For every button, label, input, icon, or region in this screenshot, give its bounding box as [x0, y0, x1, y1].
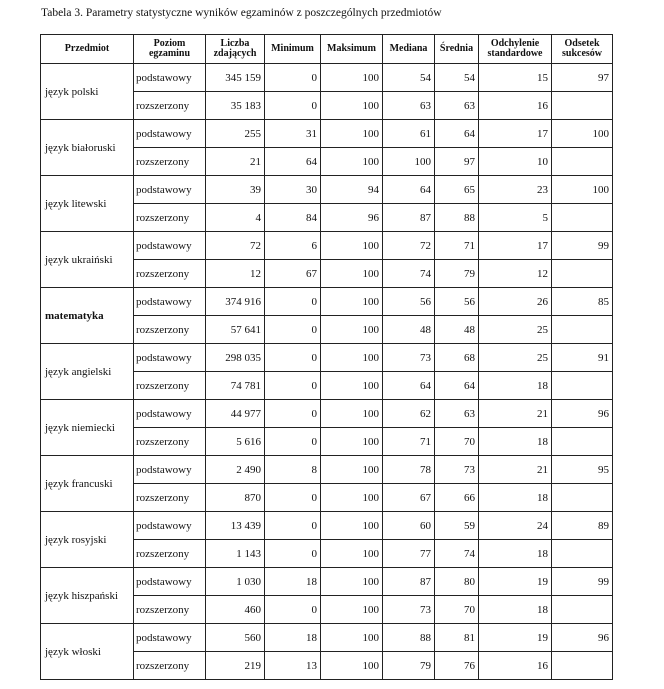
median-cell: 54: [383, 64, 435, 92]
subject-cell: język rosyjski: [41, 512, 134, 568]
table-row: [41, 512, 613, 540]
count-cell: 460: [206, 596, 265, 624]
level-cell: rozszerzony: [134, 428, 206, 456]
success-cell: 95: [552, 456, 613, 484]
min-cell: 84: [265, 204, 321, 232]
median-cell: 71: [383, 428, 435, 456]
min-cell: 0: [265, 400, 321, 428]
sd-cell: 19: [479, 624, 552, 652]
mean-cell: 70: [435, 428, 479, 456]
count-cell: 870: [206, 484, 265, 512]
statistics-table: [40, 34, 613, 680]
min-cell: 0: [265, 372, 321, 400]
subject-cell: język niemiecki: [41, 400, 134, 456]
mean-cell: 63: [435, 400, 479, 428]
level-cell: rozszerzony: [134, 92, 206, 120]
header-row: [41, 35, 613, 64]
subject-cell: język ukraiński: [41, 232, 134, 288]
header-success: Odsetek sukcesów: [552, 35, 613, 64]
success-cell: [552, 372, 613, 400]
max-cell: 100: [321, 652, 383, 680]
table-row: [41, 456, 613, 484]
subject-cell: język hiszpański: [41, 568, 134, 624]
count-cell: 72: [206, 232, 265, 260]
min-cell: 18: [265, 568, 321, 596]
median-cell: 64: [383, 372, 435, 400]
sd-cell: 17: [479, 120, 552, 148]
max-cell: 100: [321, 316, 383, 344]
mean-cell: 54: [435, 64, 479, 92]
table-row: [41, 288, 613, 316]
mean-cell: 64: [435, 120, 479, 148]
count-cell: 39: [206, 176, 265, 204]
level-cell: rozszerzony: [134, 148, 206, 176]
max-cell: 96: [321, 204, 383, 232]
success-cell: [552, 428, 613, 456]
level-cell: rozszerzony: [134, 372, 206, 400]
subject-cell: matematyka: [41, 288, 134, 344]
sd-cell: 19: [479, 568, 552, 596]
success-cell: 91: [552, 344, 613, 372]
median-cell: 72: [383, 232, 435, 260]
mean-cell: 48: [435, 316, 479, 344]
min-cell: 0: [265, 344, 321, 372]
count-cell: 5 616: [206, 428, 265, 456]
level-cell: podstawowy: [134, 176, 206, 204]
success-cell: [552, 596, 613, 624]
level-cell: podstawowy: [134, 456, 206, 484]
median-cell: 79: [383, 652, 435, 680]
subject-cell: język francuski: [41, 456, 134, 512]
max-cell: 100: [321, 344, 383, 372]
level-cell: podstawowy: [134, 232, 206, 260]
success-cell: [552, 204, 613, 232]
min-cell: 67: [265, 260, 321, 288]
level-cell: podstawowy: [134, 512, 206, 540]
level-cell: rozszerzony: [134, 484, 206, 512]
median-cell: 62: [383, 400, 435, 428]
max-cell: 100: [321, 512, 383, 540]
header-median: Mediana: [383, 35, 435, 64]
count-cell: 298 035: [206, 344, 265, 372]
success-cell: [552, 540, 613, 568]
median-cell: 73: [383, 596, 435, 624]
max-cell: 100: [321, 484, 383, 512]
mean-cell: 81: [435, 624, 479, 652]
count-cell: 374 916: [206, 288, 265, 316]
success-cell: [552, 652, 613, 680]
median-cell: 61: [383, 120, 435, 148]
median-cell: 48: [383, 316, 435, 344]
max-cell: 94: [321, 176, 383, 204]
mean-cell: 80: [435, 568, 479, 596]
min-cell: 0: [265, 92, 321, 120]
median-cell: 60: [383, 512, 435, 540]
header-level: Poziom egzaminu: [134, 35, 206, 64]
subject-cell: język włoski: [41, 624, 134, 680]
mean-cell: 64: [435, 372, 479, 400]
table-row: [41, 120, 613, 148]
subject-cell: język polski: [41, 64, 134, 120]
mean-cell: 76: [435, 652, 479, 680]
min-cell: 0: [265, 428, 321, 456]
sd-cell: 21: [479, 456, 552, 484]
count-cell: 219: [206, 652, 265, 680]
success-cell: 89: [552, 512, 613, 540]
count-cell: 2 490: [206, 456, 265, 484]
min-cell: 8: [265, 456, 321, 484]
subject-cell: język angielski: [41, 344, 134, 400]
max-cell: 100: [321, 260, 383, 288]
max-cell: 100: [321, 568, 383, 596]
table-caption: Tabela 3. Parametry statystyczne wyników egzaminów z poszczególnych przedmiotów: [41, 7, 442, 19]
max-cell: 100: [321, 456, 383, 484]
median-cell: 64: [383, 176, 435, 204]
mean-cell: 73: [435, 456, 479, 484]
success-cell: [552, 148, 613, 176]
sd-cell: 5: [479, 204, 552, 232]
sd-cell: 15: [479, 64, 552, 92]
count-cell: 4: [206, 204, 265, 232]
mean-cell: 74: [435, 540, 479, 568]
subject-cell: język litewski: [41, 176, 134, 232]
max-cell: 100: [321, 92, 383, 120]
level-cell: podstawowy: [134, 64, 206, 92]
table-row: [41, 64, 613, 92]
max-cell: 100: [321, 232, 383, 260]
median-cell: 77: [383, 540, 435, 568]
max-cell: 100: [321, 372, 383, 400]
max-cell: 100: [321, 120, 383, 148]
mean-cell: 97: [435, 148, 479, 176]
median-cell: 78: [383, 456, 435, 484]
count-cell: 35 183: [206, 92, 265, 120]
mean-cell: 66: [435, 484, 479, 512]
mean-cell: 59: [435, 512, 479, 540]
median-cell: 67: [383, 484, 435, 512]
level-cell: rozszerzony: [134, 316, 206, 344]
sd-cell: 18: [479, 596, 552, 624]
mean-cell: 63: [435, 92, 479, 120]
level-cell: podstawowy: [134, 624, 206, 652]
sd-cell: 26: [479, 288, 552, 316]
median-cell: 74: [383, 260, 435, 288]
success-cell: 99: [552, 568, 613, 596]
sd-cell: 17: [479, 232, 552, 260]
level-cell: podstawowy: [134, 344, 206, 372]
max-cell: 100: [321, 624, 383, 652]
table-row: [41, 568, 613, 596]
success-cell: 100: [552, 176, 613, 204]
level-cell: rozszerzony: [134, 652, 206, 680]
min-cell: 18: [265, 624, 321, 652]
sd-cell: 18: [479, 372, 552, 400]
count-cell: 1 030: [206, 568, 265, 596]
min-cell: 13: [265, 652, 321, 680]
success-cell: 99: [552, 232, 613, 260]
sd-cell: 12: [479, 260, 552, 288]
sd-cell: 18: [479, 540, 552, 568]
min-cell: 0: [265, 288, 321, 316]
mean-cell: 88: [435, 204, 479, 232]
table-row: [41, 624, 613, 652]
mean-cell: 65: [435, 176, 479, 204]
min-cell: 0: [265, 540, 321, 568]
max-cell: 100: [321, 540, 383, 568]
level-cell: rozszerzony: [134, 596, 206, 624]
sd-cell: 23: [479, 176, 552, 204]
sd-cell: 18: [479, 428, 552, 456]
table-row: [41, 176, 613, 204]
success-cell: 100: [552, 120, 613, 148]
level-cell: podstawowy: [134, 120, 206, 148]
max-cell: 100: [321, 148, 383, 176]
count-cell: 255: [206, 120, 265, 148]
subject-cell: język białoruski: [41, 120, 134, 176]
header-mean: Średnia: [435, 35, 479, 64]
header-count: Liczba zdających: [206, 35, 265, 64]
sd-cell: 16: [479, 652, 552, 680]
sd-cell: 18: [479, 484, 552, 512]
min-cell: 64: [265, 148, 321, 176]
mean-cell: 70: [435, 596, 479, 624]
header-sd: Odchylenie standardowe: [479, 35, 552, 64]
count-cell: 57 641: [206, 316, 265, 344]
mean-cell: 79: [435, 260, 479, 288]
count-cell: 21: [206, 148, 265, 176]
min-cell: 30: [265, 176, 321, 204]
mean-cell: 71: [435, 232, 479, 260]
sd-cell: 25: [479, 316, 552, 344]
success-cell: [552, 92, 613, 120]
success-cell: [552, 484, 613, 512]
header-min: Minimum: [265, 35, 321, 64]
mean-cell: 56: [435, 288, 479, 316]
header-subject: Przedmiot: [41, 35, 134, 64]
min-cell: 6: [265, 232, 321, 260]
sd-cell: 10: [479, 148, 552, 176]
success-cell: 96: [552, 624, 613, 652]
min-cell: 0: [265, 512, 321, 540]
sd-cell: 25: [479, 344, 552, 372]
table-row: [41, 400, 613, 428]
min-cell: 0: [265, 64, 321, 92]
count-cell: 345 159: [206, 64, 265, 92]
header-max: Maksimum: [321, 35, 383, 64]
count-cell: 12: [206, 260, 265, 288]
success-cell: 96: [552, 400, 613, 428]
median-cell: 100: [383, 148, 435, 176]
count-cell: 1 143: [206, 540, 265, 568]
sd-cell: 21: [479, 400, 552, 428]
table-row: [41, 232, 613, 260]
table-row: [41, 344, 613, 372]
level-cell: podstawowy: [134, 568, 206, 596]
level-cell: rozszerzony: [134, 204, 206, 232]
max-cell: 100: [321, 288, 383, 316]
median-cell: 73: [383, 344, 435, 372]
max-cell: 100: [321, 400, 383, 428]
success-cell: [552, 316, 613, 344]
sd-cell: 24: [479, 512, 552, 540]
median-cell: 56: [383, 288, 435, 316]
success-cell: [552, 260, 613, 288]
sd-cell: 16: [479, 92, 552, 120]
min-cell: 31: [265, 120, 321, 148]
min-cell: 0: [265, 484, 321, 512]
count-cell: 13 439: [206, 512, 265, 540]
max-cell: 100: [321, 596, 383, 624]
max-cell: 100: [321, 428, 383, 456]
median-cell: 88: [383, 624, 435, 652]
median-cell: 87: [383, 568, 435, 596]
median-cell: 63: [383, 92, 435, 120]
level-cell: podstawowy: [134, 288, 206, 316]
success-cell: 97: [552, 64, 613, 92]
mean-cell: 68: [435, 344, 479, 372]
success-cell: 85: [552, 288, 613, 316]
count-cell: 44 977: [206, 400, 265, 428]
table-body: [41, 64, 613, 680]
max-cell: 100: [321, 64, 383, 92]
level-cell: rozszerzony: [134, 540, 206, 568]
min-cell: 0: [265, 316, 321, 344]
level-cell: podstawowy: [134, 400, 206, 428]
median-cell: 87: [383, 204, 435, 232]
level-cell: rozszerzony: [134, 260, 206, 288]
count-cell: 560: [206, 624, 265, 652]
min-cell: 0: [265, 596, 321, 624]
count-cell: 74 781: [206, 372, 265, 400]
